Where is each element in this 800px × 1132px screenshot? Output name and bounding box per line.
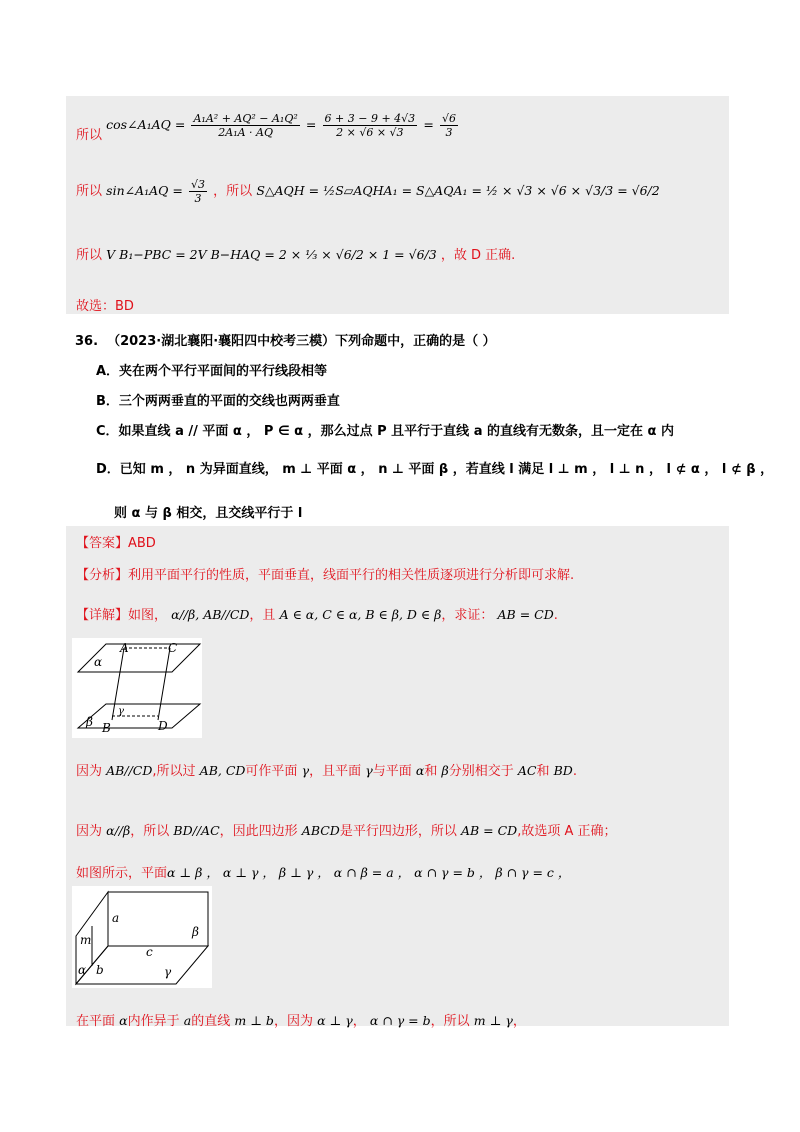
label-d: D <box>158 719 168 733</box>
fraction: $\frac{6 + 3 - 9 + 4√3}{2 \times √6 \times √3}$ <box>324 112 416 139</box>
option-b: B．三个两两垂直的平面的交线也两两垂直 <box>96 394 340 409</box>
fraction: $\frac{√3}{3}$ <box>191 178 206 205</box>
prefix: 所以 <box>76 128 103 143</box>
answer-bd: 故选：BD <box>76 299 134 314</box>
area-expr: S△AQH = ½S▱AQHA₁ = S△AQA₁ = ½ × √3 × √6 × √3/3 = √6/2 <box>256 183 660 198</box>
label-b: B <box>102 721 111 735</box>
option-d: D．已知 m ， n 为异面直线， m ⊥ 平面 α ， n ⊥ 平面 β ，若直线 l 满足 l ⊥ m ， l ⊥ n ， l ⊄ α ， l ⊄ β ， <box>96 462 774 477</box>
label-gamma: γ <box>164 965 172 979</box>
label-c: C <box>168 641 178 655</box>
step1: 因为 AB//CD,所以过 AB, CD可作平面 γ，且平面 γ与平面 α和 β分别相交于 AC和 BD. <box>76 763 577 779</box>
step4: 在平面 α内作异于 a的直线 m ⊥ b，因为 α ⊥ γ， α ∩ γ = b，所以 m ⊥ γ， <box>76 1013 526 1029</box>
label-alpha: α <box>78 963 87 977</box>
label-beta: β <box>192 925 199 939</box>
label-m: m <box>80 933 92 947</box>
option-a: A．夹在两个平行平面间的平行线段相等 <box>96 364 328 379</box>
option-c: C．如果直线 a // 平面 α ， P ∈ α ，那么过点 P 且平行于直线 a 的直线有无数条，且一定在 α 内 <box>96 424 674 439</box>
cos-expr: cos∠A₁AQ = <box>106 117 186 132</box>
fraction: $\frac{\text{A₁A² + AQ² − A₁Q²}}{\text{2A₁A · AQ}}$ <box>193 112 298 139</box>
line-sin: 所以 sin∠A₁AQ = $\frac{√3}{3}$ ，所以 S△AQH = ½S▱AQHA₁ = S△AQA₁ = ½ × √3 × √6 × √3/3 = √6/2 <box>76 178 660 205</box>
question-title: 36. （2023·湖北襄阳·襄阳四中校考三模）下列命题中，正确的是（ ） <box>75 334 496 349</box>
figure-parallel-planes <box>72 638 202 738</box>
label-beta: β <box>86 715 93 729</box>
fraction: $\frac{√6}{3}$ <box>441 112 456 139</box>
line-cos: 所以 cos∠A₁AQ = $\frac{\text{A₁A² + AQ² − A₁Q²}}{\text{2A₁A · AQ}}$ = $\frac{6 + 3 - 9 + 4√3}{2 \times √6 \times √3}$ = $\frac{√6}{3}$ <box>76 112 456 143</box>
line-volume: 所以 V B₁−PBC = 2V B−HAQ = 2 × ⅓ × √6/2 × 1 = √6/3 ，故 D 正确. <box>76 247 516 263</box>
step3: 如图所示，平面α ⊥ β ， α ⊥ γ ， β ⊥ γ ， α ∩ β = a ， α ∩ γ = b ， β ∩ γ = c ， <box>76 865 571 881</box>
option-d-cont: 则 α 与 β 相交，且交线平行于 l <box>114 506 303 521</box>
analysis: 【分析】利用平面平行的性质，平面垂直，线面平行的相关性质逐项进行分析即可求解. <box>76 568 575 583</box>
label-c: c <box>146 945 153 959</box>
detail-line: 【详解】如图， α//β, AB//CD，且 A ∈ α, C ∈ α, B ∈ β, D ∈ β，求证： AB = CD. <box>76 607 558 623</box>
figure-background <box>72 886 212 988</box>
label-gamma: γ <box>118 706 124 717</box>
figure-perpendicular-planes <box>72 886 212 988</box>
sin-expr: sin∠A₁AQ = <box>106 183 183 198</box>
label-b: b <box>96 963 104 977</box>
label-alpha: α <box>94 655 103 669</box>
volume-expr: V B₁−PBC = 2V B−HAQ = 2 × ⅓ × √6/2 × 1 = √6/3 <box>106 247 437 262</box>
label-a: A <box>120 641 129 655</box>
label-a: a <box>112 911 120 925</box>
step2: 因为 α//β，所以 BD//AC，因此四边形 ABCD是平行四边形，所以 AB = CD,故选项 A 正确； <box>76 823 617 839</box>
answer-label: 【答案】ABD <box>76 536 156 551</box>
